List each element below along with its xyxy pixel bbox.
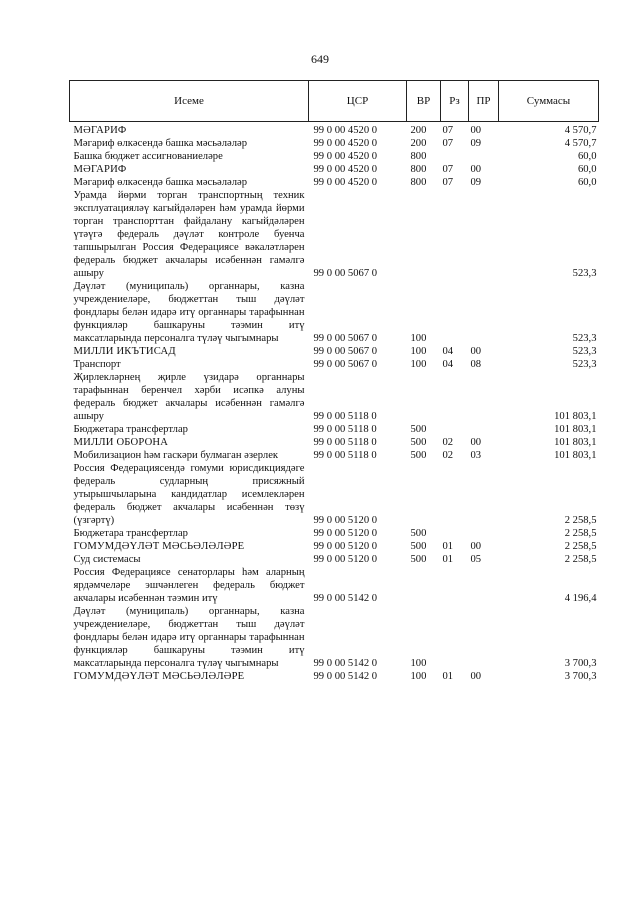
cell-rz: 07 (442, 164, 454, 175)
cell-pr: 00 (470, 437, 482, 448)
cell-vr (407, 566, 441, 605)
cell-pr (469, 280, 499, 345)
cell-name: ГОМУМДӘҮЛӘТ МӘСЬӘЛӘЛӘРЕ (73, 541, 245, 552)
cell-sum: 60,0 (577, 164, 597, 175)
table-row (70, 163, 599, 176)
cell-pr: 00 (470, 125, 482, 136)
table-body (70, 122, 599, 684)
table-row (70, 462, 599, 527)
cell-sum: 60,0 (577, 177, 597, 188)
cell-vr: 100 (410, 359, 427, 370)
header-vr: ВР (407, 81, 441, 122)
cell-csr: 99 0 00 5120 0 (313, 528, 378, 539)
cell-sum: 523,3 (572, 268, 597, 279)
cell-pr: 03 (470, 450, 482, 461)
cell-pr (469, 527, 499, 540)
table-row (70, 436, 599, 449)
cell-rz (441, 566, 469, 605)
table-row (70, 137, 599, 150)
cell-csr: 99 0 00 5118 0 (313, 450, 377, 461)
cell-pr (469, 462, 499, 527)
cell-pr: 00 (470, 541, 482, 552)
cell-csr: 99 0 00 5067 0 (313, 333, 378, 344)
cell-name: Бюджетара трансфертлар (73, 424, 188, 435)
cell-vr: 500 (410, 554, 427, 565)
cell-csr: 99 0 00 5142 0 (313, 658, 378, 669)
cell-pr: 05 (470, 554, 482, 565)
cell-rz: 04 (442, 359, 454, 370)
table-row (70, 358, 599, 371)
cell-name: Бюджетара трансфертлар (73, 528, 188, 539)
cell-csr: 99 0 00 5120 0 (313, 541, 378, 552)
cell-name: Россия Федерациясе сенаторлары һәм аларның ярдәмчеләре эшчәнлеген федераль бюджет акчалары исәбеннән тәэмин итү (73, 567, 305, 604)
cell-csr: 99 0 00 4520 0 (313, 151, 378, 162)
cell-name: МИЛЛИ ОБОРОНА (73, 437, 169, 448)
cell-pr: 00 (470, 164, 482, 175)
table-row (70, 670, 599, 683)
cell-sum: 523,3 (572, 359, 597, 370)
cell-pr: 09 (470, 138, 482, 149)
table-row (70, 371, 599, 423)
cell-csr: 99 0 00 5120 0 (313, 554, 378, 565)
cell-sum: 60,0 (577, 151, 597, 162)
cell-csr: 99 0 00 5118 0 (313, 437, 377, 448)
cell-name: Дәүләт (муниципаль) органнары, казна учреждениеләре, бюджеттан тыш дәүләт фондлары белән идарә итү органнары тарафыннан функцияләр башкаруны тәэмин итү максатларында персоналга түләү чыгымнары (73, 606, 305, 669)
cell-csr: 99 0 00 5118 0 (313, 411, 377, 422)
cell-name: Россия Федерациясендә гомуми юрисдикциядәге федераль судларның присяжный утырышчыларына кандидатлар исемлекләрен федераль бюджет акчалары исәбеннән төзү (үзгәртү) (73, 463, 305, 526)
cell-name: Урамда йөрми торган транспортның техник эксплуатациялəү кагыйдәләрен һәм урамда йөрми торган транспорттан файдалану кагыйдәләрен үтәүгә федераль дәүләт контроле буенча тапшырылган Россия Федерациясе вәкаләтләрен федераль бюджет акчалары исәбеннән гамәлгә ашыру (73, 190, 305, 279)
cell-csr: 99 0 00 4520 0 (313, 164, 378, 175)
cell-vr (407, 189, 441, 280)
cell-sum: 101 803,1 (554, 437, 597, 448)
cell-vr: 200 (410, 138, 427, 149)
cell-sum: 4 570,7 (564, 138, 597, 149)
cell-vr: 500 (410, 450, 427, 461)
cell-vr: 500 (410, 437, 427, 448)
cell-pr (469, 605, 499, 670)
cell-csr: 99 0 00 5142 0 (313, 593, 378, 604)
cell-rz: 01 (442, 554, 454, 565)
cell-csr: 99 0 00 5067 0 (313, 268, 378, 279)
cell-rz (441, 150, 469, 163)
table-row (70, 605, 599, 670)
table-row (70, 176, 599, 189)
table-row (70, 449, 599, 462)
cell-name: Суд системасы (73, 554, 141, 565)
cell-rz: 02 (442, 450, 454, 461)
cell-vr: 100 (410, 333, 427, 344)
cell-pr (469, 566, 499, 605)
table-row (70, 122, 599, 138)
cell-name: МӘГАРИФ (73, 164, 127, 175)
cell-csr: 99 0 00 5067 0 (313, 359, 378, 370)
cell-name: МӘГАРИФ (73, 125, 127, 136)
cell-sum: 523,3 (572, 333, 597, 344)
cell-sum: 101 803,1 (554, 411, 597, 422)
cell-csr: 99 0 00 5067 0 (313, 346, 378, 357)
cell-csr: 99 0 00 4520 0 (313, 138, 378, 149)
cell-csr: 99 0 00 4520 0 (313, 125, 378, 136)
cell-pr: 00 (470, 671, 482, 682)
cell-vr: 500 (410, 541, 427, 552)
header-name: Исеме (70, 81, 309, 122)
cell-vr: 100 (410, 346, 427, 357)
cell-name: Дәүләт (муниципаль) органнары, казна учреждениеләре, бюджеттан тыш дәүләт фондлары белән идарә итү органнары тарафыннан функцияләр башкаруны тәэмин итү максатларында персоналга түләү чыгымнары (73, 281, 305, 344)
cell-rz (441, 423, 469, 436)
cell-sum: 3 700,3 (564, 671, 597, 682)
cell-name: Башка бюджет ассигнованиеләре (73, 151, 223, 162)
cell-sum: 4 196,4 (564, 593, 597, 604)
table-row (70, 540, 599, 553)
cell-sum: 523,3 (572, 346, 597, 357)
cell-name: Җирлекләрнең җирле үзидарә органнары тарафыннан беренчел хәрби исәпкә алуны федераль бюджет акчалары исәбеннән гамәлгә ашыру (73, 372, 305, 422)
cell-pr: 00 (470, 346, 482, 357)
table-row (70, 345, 599, 358)
cell-sum: 4 570,7 (564, 125, 597, 136)
cell-vr (407, 462, 441, 527)
header-sum: Суммасы (499, 81, 599, 122)
cell-rz (441, 462, 469, 527)
page-number: 649 (311, 52, 329, 66)
cell-rz: 02 (442, 437, 454, 448)
cell-vr: 500 (410, 424, 427, 435)
table-row (70, 189, 599, 280)
cell-sum: 3 700,3 (564, 658, 597, 669)
cell-rz: 01 (442, 671, 454, 682)
table-row (70, 150, 599, 163)
cell-rz: 07 (442, 138, 454, 149)
table-row (70, 553, 599, 566)
cell-rz (441, 605, 469, 670)
cell-rz (441, 189, 469, 280)
cell-sum: 2 258,5 (564, 554, 597, 565)
cell-csr: 99 0 00 5118 0 (313, 424, 377, 435)
cell-rz: 04 (442, 346, 454, 357)
cell-sum: 101 803,1 (554, 450, 597, 461)
table-row (70, 423, 599, 436)
cell-rz: 07 (442, 177, 454, 188)
cell-csr: 99 0 00 5142 0 (313, 671, 378, 682)
cell-pr (469, 371, 499, 423)
cell-sum: 2 258,5 (564, 541, 597, 552)
cell-name: Мәгариф өлкәсендә башка мәсьәләләр (73, 177, 248, 188)
cell-vr (407, 371, 441, 423)
cell-csr: 99 0 00 5120 0 (313, 515, 378, 526)
cell-vr: 800 (410, 177, 427, 188)
cell-vr: 100 (410, 658, 427, 669)
table-row (70, 566, 599, 605)
cell-rz: 01 (442, 541, 454, 552)
cell-name: Мәгариф өлкәсендә башка мәсьәләләр (73, 138, 248, 149)
cell-rz: 07 (442, 125, 454, 136)
table-row (70, 280, 599, 345)
cell-rz (441, 371, 469, 423)
cell-vr: 100 (410, 671, 427, 682)
cell-pr: 08 (470, 359, 482, 370)
cell-name: Мобилизацион һәм гаскәри булмаган әзерлек (73, 450, 279, 461)
header-rz: Рз (441, 81, 469, 122)
cell-pr (469, 189, 499, 280)
cell-csr: 99 0 00 4520 0 (313, 177, 378, 188)
cell-name: МИЛЛИ ИКЪТИСАД (73, 346, 176, 357)
table-row (70, 527, 599, 540)
cell-name: ГОМУМДӘҮЛӘТ МӘСЬӘЛӘЛӘРЕ (73, 671, 245, 682)
cell-rz (441, 280, 469, 345)
cell-sum: 2 258,5 (564, 528, 597, 539)
cell-pr (469, 150, 499, 163)
header-csr: ЦСР (309, 81, 407, 122)
table-header (70, 81, 599, 122)
cell-name: Транспорт (73, 359, 121, 370)
header-pr: ПР (469, 81, 499, 122)
cell-vr: 200 (410, 125, 427, 136)
cell-sum: 2 258,5 (564, 515, 597, 526)
cell-sum: 101 803,1 (554, 424, 597, 435)
cell-pr: 09 (470, 177, 482, 188)
budget-table (69, 80, 599, 683)
cell-pr (469, 423, 499, 436)
cell-rz (441, 527, 469, 540)
cell-vr: 800 (410, 164, 427, 175)
cell-vr: 800 (410, 151, 427, 162)
cell-vr: 500 (410, 528, 427, 539)
